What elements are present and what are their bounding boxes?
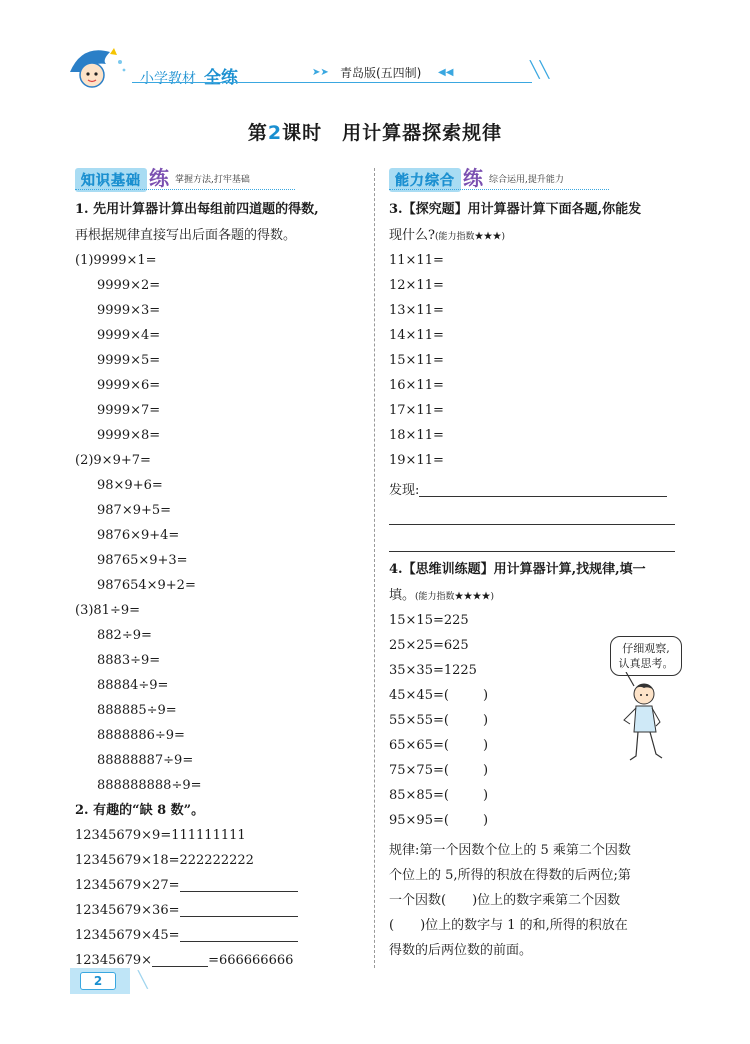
- q4-item: 85×85=( ): [389, 788, 489, 803]
- q1-item: 9999×5=: [97, 353, 161, 368]
- q3-item: 14×11=: [389, 328, 444, 343]
- answer-blank[interactable]: [152, 966, 208, 967]
- q1-item: 88888887÷9=: [97, 753, 194, 768]
- q4-item: 45×45=( ): [389, 688, 489, 703]
- brand-big: 全练: [204, 68, 238, 88]
- q3-item: 15×11=: [389, 353, 444, 368]
- q1-item: 98765×9+3=: [97, 553, 188, 568]
- q3-item: 16×11=: [389, 378, 444, 393]
- ability-level: (能力指数★★★★): [415, 592, 495, 602]
- q3-line1: 3.【探究题】用计算器计算下面各题,你能发: [389, 202, 642, 217]
- column-divider: [374, 168, 375, 968]
- q1-item: (1)9999×1=: [75, 253, 157, 268]
- answer-blank[interactable]: [419, 496, 667, 497]
- lesson-title: 第2课时 用计算器探索规律: [247, 122, 503, 144]
- q1-item: 8888886÷9=: [97, 728, 185, 743]
- q4-item: 15×15=225: [389, 613, 469, 628]
- q2-item: 12345679×36=: [75, 902, 298, 920]
- rule-line: 规律:第一个因数个位上的 5 乘第二个因数: [389, 843, 631, 858]
- footer-slash-decoration: ╲: [138, 970, 148, 989]
- q1-item: (2)9×9+7=: [75, 453, 151, 468]
- banner-rule: [389, 189, 609, 190]
- q1-item: 9999×2=: [97, 278, 161, 293]
- q3-item: 19×11=: [389, 453, 444, 468]
- q1-item: 9876×9+4=: [97, 528, 180, 543]
- rule-line: 得数的后两位数的前面。: [389, 943, 533, 958]
- q1-item: 9999×7=: [97, 403, 161, 418]
- q2-item: 12345679×9=111111111: [75, 828, 246, 843]
- q1-item: 9999×6=: [97, 378, 161, 393]
- q1-item: 88884÷9=: [97, 678, 169, 693]
- q3-item: 11×11=: [389, 253, 444, 268]
- section-banner-basic: 知识基础 练 掌握方法,打牢基础: [75, 162, 250, 188]
- answer-line[interactable]: [389, 524, 675, 525]
- q4-item: 35×35=1225: [389, 663, 477, 678]
- q4-item: 65×65=( ): [389, 738, 489, 753]
- boy-illustration-icon: [612, 672, 672, 764]
- q1-item: 9999×8=: [97, 428, 161, 443]
- q1-item: 888888888÷9=: [97, 778, 202, 793]
- rule-line: 个位上的 5,所得的积放在得数的后两位;第: [389, 868, 631, 883]
- arrow-left-icon: ◀◀: [438, 67, 454, 78]
- q1-item: 8883÷9=: [97, 653, 161, 668]
- q1-item: 882÷9=: [97, 628, 152, 643]
- answer-blank[interactable]: [180, 941, 298, 942]
- q1-line1: 1. 先用计算器计算出每组前四道题的得数,: [75, 202, 319, 217]
- q2-item: 12345679×27=: [75, 877, 298, 895]
- q1-item: 98×9+6=: [97, 478, 163, 493]
- rule-line: ( )位上的数字与 1 的和,所得的积放在: [389, 918, 628, 933]
- q4-line1: 4.【思维训练题】用计算器计算,找规律,填一: [389, 562, 646, 577]
- answer-line[interactable]: [389, 551, 675, 552]
- q3-item: 18×11=: [389, 428, 444, 443]
- q4-item: 75×75=( ): [389, 763, 489, 778]
- q4-item: 55×55=( ): [389, 713, 489, 728]
- q2-item: 12345679×45=: [75, 927, 298, 945]
- header-slash-decoration: ╲╲: [530, 60, 550, 79]
- ability-level: (能力指数★★★): [434, 232, 506, 242]
- answer-blank[interactable]: [180, 916, 298, 917]
- q3-find: 发现:: [389, 482, 667, 500]
- mascot-logo: [62, 42, 132, 92]
- q1-item: 987654×9+2=: [97, 578, 196, 593]
- section-banner-advanced: 能力综合 练 综合运用,提升能力: [389, 162, 564, 188]
- page-number: 2: [80, 972, 116, 990]
- hint-bubble: 仔细观察, 认真思考。: [610, 636, 682, 676]
- brand-small: 小学教材: [140, 71, 196, 87]
- brand-title: [140, 63, 238, 88]
- q3-item: 13×11=: [389, 303, 444, 318]
- q3-line2: 现什么?(能力指数★★★): [389, 228, 506, 243]
- rule-line: 一个因数( )位上的数字乘第二个因数: [389, 893, 621, 908]
- q1-item: 987×9+5=: [97, 503, 172, 518]
- q2-item: 12345679× =666666666: [75, 953, 294, 968]
- arrow-right-icon: ➤➤: [312, 67, 329, 78]
- banner-rule: [75, 189, 295, 190]
- header-rule: [132, 82, 532, 83]
- q1-item: 9999×4=: [97, 328, 161, 343]
- q3-item: 17×11=: [389, 403, 444, 418]
- q1-line2: 再根据规律直接写出后面各题的得数。: [75, 228, 297, 243]
- q2-title: 2. 有趣的“缺 8 数”。: [75, 803, 205, 818]
- answer-blank[interactable]: [180, 891, 298, 892]
- edition-label: 青岛版(五四制): [340, 66, 422, 80]
- q4-item: 95×95=( ): [389, 813, 489, 828]
- q1-item: 9999×3=: [97, 303, 161, 318]
- q4-item: 25×25=625: [389, 638, 469, 653]
- q1-item: 888885÷9=: [97, 703, 177, 718]
- q1-item: (3)81÷9=: [75, 603, 141, 618]
- q3-item: 12×11=: [389, 278, 444, 293]
- q2-item: 12345679×18=222222222: [75, 853, 254, 868]
- q4-line2: 填。(能力指数★★★★): [389, 588, 495, 603]
